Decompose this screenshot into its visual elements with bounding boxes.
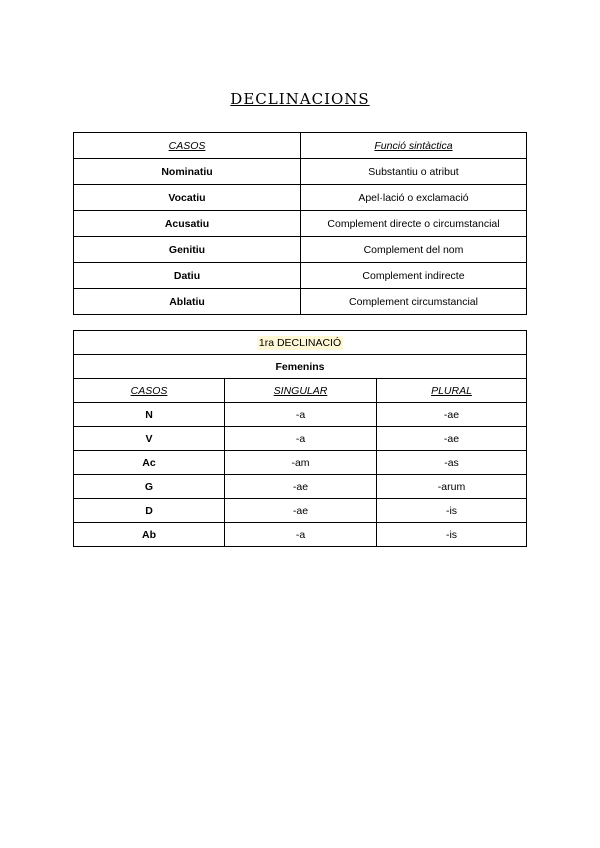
declension-title-row (74, 331, 527, 355)
table-row (74, 289, 527, 315)
case-abbr: V (74, 427, 225, 451)
plural-ending: -as (377, 451, 527, 475)
table-row (74, 451, 527, 475)
case-name: Datiu (74, 263, 301, 289)
declension-title-cell (74, 331, 527, 355)
plural-ending: -ae (377, 427, 527, 451)
column-header-casos: CASOS (74, 379, 225, 403)
table-row (74, 159, 527, 185)
case-abbr: G (74, 475, 225, 499)
plural-ending: -is (377, 523, 527, 547)
case-function: Complement del nom (301, 237, 527, 263)
case-name: Ablatiu (74, 289, 301, 315)
first-declension-table (73, 330, 527, 547)
table-row (74, 499, 527, 523)
table-row (74, 263, 527, 289)
table-row (74, 403, 527, 427)
column-header-funcio: Funció sintàctica (301, 133, 527, 159)
case-abbr: Ab (74, 523, 225, 547)
column-header-casos: CASOS (74, 133, 301, 159)
table-row (74, 427, 527, 451)
case-function: Substantiu o atribut (301, 159, 527, 185)
table-row (74, 475, 527, 499)
singular-ending: -ae (225, 499, 377, 523)
case-name: Acusatiu (74, 211, 301, 237)
column-header-plural: PLURAL (377, 379, 527, 403)
table-row (74, 523, 527, 547)
declension-title: 1ra DECLINACIÓ (258, 336, 342, 349)
cases-function-table (73, 132, 527, 315)
singular-ending: -a (225, 427, 377, 451)
case-function: Complement circumstancial (301, 289, 527, 315)
singular-ending: -am (225, 451, 377, 475)
case-function: Complement directe o circumstancial (301, 211, 527, 237)
table-header-row (74, 133, 527, 159)
table-header-row (74, 379, 527, 403)
singular-ending: -a (225, 523, 377, 547)
case-name: Genitiu (74, 237, 301, 263)
declension-subtitle-row (74, 355, 527, 379)
case-abbr: D (74, 499, 225, 523)
case-function: Complement indirecte (301, 263, 527, 289)
case-abbr: Ac (74, 451, 225, 475)
declension-subtitle: Femenins (74, 355, 527, 379)
column-header-singular: SINGULAR (225, 379, 377, 403)
case-name: Vocatiu (74, 185, 301, 211)
table-row (74, 185, 527, 211)
table-row (74, 211, 527, 237)
plural-ending: -is (377, 499, 527, 523)
table-row (74, 237, 527, 263)
case-abbr: N (74, 403, 225, 427)
singular-ending: -ae (225, 475, 377, 499)
plural-ending: -ae (377, 403, 527, 427)
page-title: DECLINACIONS (230, 90, 370, 108)
plural-ending: -arum (377, 475, 527, 499)
case-function: Apel·lació o exclamació (301, 185, 527, 211)
case-name: Nominatiu (74, 159, 301, 185)
singular-ending: -a (225, 403, 377, 427)
